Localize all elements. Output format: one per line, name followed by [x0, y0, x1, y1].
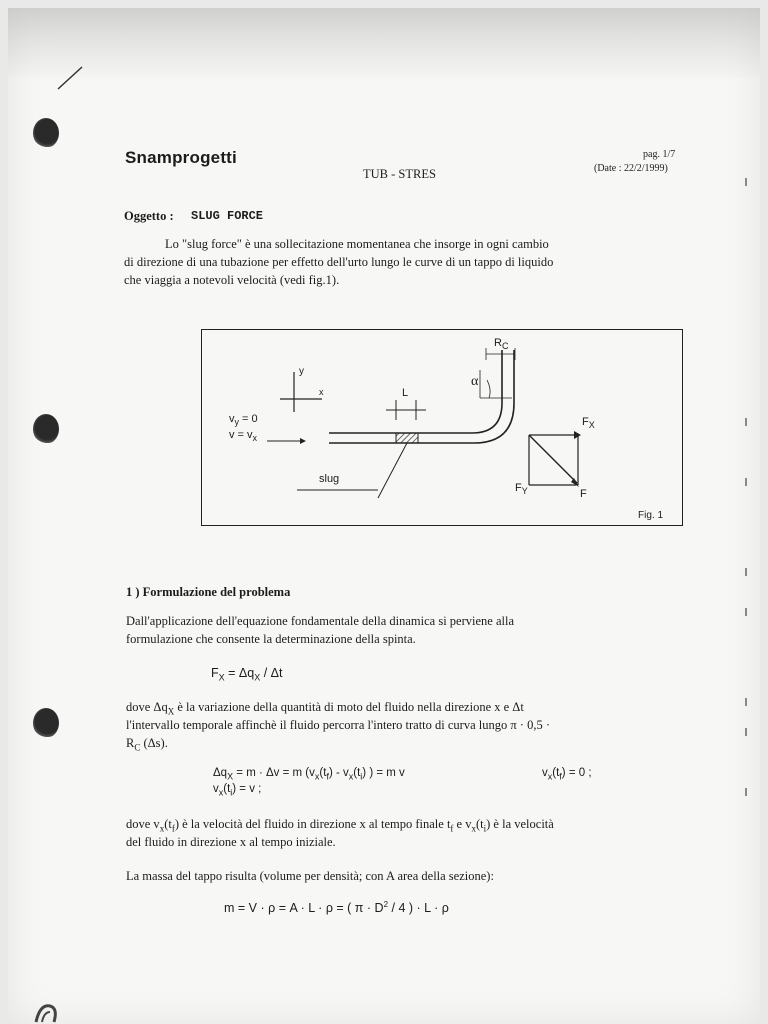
label-alpha: α: [471, 374, 479, 389]
condition-initial-velocity: $v_x(t_i) = v$ ;: [213, 783, 262, 798]
section-paragraph-line: Dall'applicazione dell'equazione fondamentale della dinamica si perviene alla: [126, 614, 515, 628]
equation-momentum: $\Delta q_X = m \cdot \Delta v = m$ ($v_x(t_f) - v_x(t_i)$ ) = m v: [213, 767, 405, 782]
section-paragraph-line: $R_C$ (Δs).: [126, 736, 168, 753]
margin-mark: [745, 478, 747, 486]
label-length: L: [402, 387, 409, 399]
intro-line: di direzione di una tubazione per effetto dell'urto lungo le curve di un tappo di liquido: [124, 255, 554, 269]
binder-clip-mark: [28, 1000, 68, 1024]
label-fy: $F_Y$: [515, 482, 528, 497]
label-fx: $F_X$: [582, 416, 595, 431]
label-radius: $R_C$: [494, 337, 509, 352]
section-paragraph-line: l'intervallo temporale affinchè il fluido percorra l'intero tratto di curva lungo π · 0,5 ·: [126, 718, 550, 732]
figure-caption: Fig. 1: [638, 510, 664, 521]
section-paragraph-line: formulazione che consente la determinazione della spinta.: [126, 632, 416, 646]
document-page: [8, 8, 760, 1024]
slug-force-diagram: [202, 330, 682, 525]
pen-mark: [56, 63, 86, 91]
punch-hole: [33, 708, 59, 738]
section-paragraph-line: dove $\Delta q_X$ è la variazione della quantità di moto del fluido nella direzione x e Δt: [126, 700, 524, 717]
margin-mark: [745, 698, 747, 706]
label-vy: $v_y = 0$: [229, 413, 258, 428]
company-logo: Snamprogetti: [125, 148, 237, 167]
document-date: (Date : 22/2/1999): [594, 163, 668, 174]
section-title: 1 ) Formulazione del problema: [126, 585, 291, 599]
margin-mark: [745, 608, 747, 616]
subject-label: Oggetto :: [124, 209, 174, 223]
subject-value: SLUG FORCE: [191, 209, 264, 223]
section-paragraph-line: dove $v_x(t_f)$ è la velocità del fluido in direzione x al tempo finale $t_f$ e $v_x(t_i)$ è la velocità: [126, 817, 554, 834]
section-paragraph-line: La massa del tappo risulta (volume per densità; con A area della sezione):: [126, 869, 494, 883]
margin-mark: [745, 178, 747, 186]
page-number: pag. 1/7: [643, 149, 676, 160]
label-f: F: [580, 488, 587, 500]
scan-smudge: [8, 8, 760, 78]
label-slug: slug: [319, 473, 340, 485]
intro-line: Lo "slug force" è una sollecitazione momentanea che insorge in ogni cambio: [165, 237, 549, 251]
condition-final-velocity: $v_x(t_f) = 0$ ;: [542, 767, 592, 782]
axis-label-y: y: [299, 366, 304, 377]
axis-label-x: x: [319, 387, 324, 397]
margin-mark: [745, 728, 747, 736]
intro-line: che viaggia a notevoli velocità (vedi fig.1).: [124, 273, 340, 287]
figure-1: [201, 329, 683, 526]
margin-mark: [745, 568, 747, 576]
equation-force: $F_X = \Delta q_X / \Delta t$: [211, 666, 283, 683]
margin-mark: [745, 418, 747, 426]
punch-hole: [33, 118, 59, 148]
punch-hole: [33, 414, 59, 444]
section-paragraph-line: del fluido in direzione x al tempo iniziale.: [126, 835, 336, 849]
margin-mark: [745, 788, 747, 796]
equation-mass: m = V · ρ = A · L · ρ = ( $\pi \cdot D^2 / 4$ ) · L · ρ: [224, 900, 449, 916]
document-code: TUB - STRES: [363, 167, 436, 181]
label-v: $v = v_x$: [229, 429, 258, 444]
